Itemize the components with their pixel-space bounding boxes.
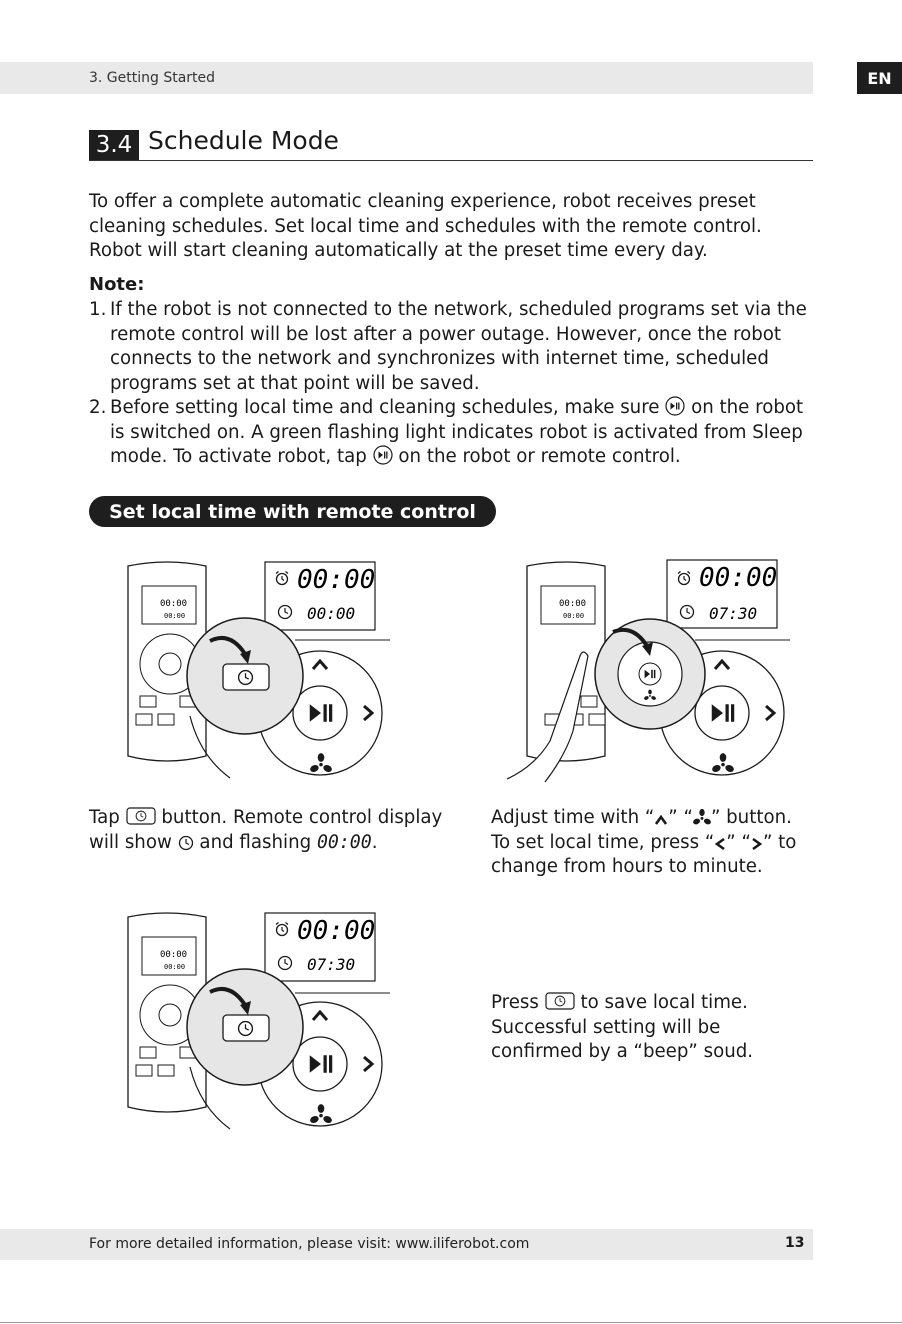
left-chevron-icon <box>714 837 726 851</box>
language-badge: EN <box>857 62 902 94</box>
flashing-digits: 00:00 <box>316 831 372 853</box>
display-time-bottom: 07:30 <box>307 955 356 974</box>
mini-display-top: 00:00 <box>160 599 188 609</box>
note-text: If the robot is not connected to the network, scheduled programs set via the remote control will be lost after a power outage. However, once the robot connects to the network and synchronizes with internet time, scheduled programs set at that point will be saved. <box>110 299 807 394</box>
note-text: on the robot is switched on. A green flashing light indicates robot is activated from Sleep mode. To activate robot, tap <box>110 397 804 467</box>
note-item <box>89 298 811 396</box>
intro-paragraph: To offer a complete automatic cleaning experience, robot receives preset cleaning schedules. Set local time and schedules with the remote control. Robot will start cleaning automatically at the preset time every day. <box>89 191 762 261</box>
play-pause-circle-icon <box>373 445 393 465</box>
section-divider <box>89 160 813 161</box>
clock-button-icon <box>545 991 575 1011</box>
step3-caption: Press to save local time. Successful setting will be confirmed by a “beep” soud. <box>491 992 754 1062</box>
step1-caption: Tap button. Remote control display will show and flashing 00:00. <box>89 807 443 853</box>
remote-illustration-step2 <box>505 556 800 786</box>
note-text: on the robot or remote control. <box>398 446 681 467</box>
remote-illustration-step1 <box>120 556 400 786</box>
subsection-title: Set local time with remote control <box>89 496 496 527</box>
bottom-divider <box>0 1322 902 1323</box>
note-heading: Note: <box>89 274 145 295</box>
note-text: Before setting local time and cleaning schedules, make sure <box>110 397 660 418</box>
note-number: 1. <box>89 299 107 320</box>
mini-display-top: 00:00 <box>559 599 587 609</box>
fan-icon <box>693 808 711 826</box>
up-chevron-icon <box>654 814 668 826</box>
display-time-top: 00:00 <box>297 916 376 946</box>
footer-text: For more detailed information, please visit: www.iliferobot.com <box>89 1236 530 1252</box>
display-time-bottom: 00:00 <box>307 604 356 623</box>
page-number: 13 <box>785 1235 805 1251</box>
breadcrumb: 3. Getting Started <box>89 70 216 86</box>
right-chevron-icon <box>751 837 763 851</box>
display-time-top: 00:00 <box>297 565 376 595</box>
clock-button-icon <box>126 806 156 826</box>
step2-caption: Adjust time with “ ” “ ” button. To set local time, press “ ” “ ” to change from hours to minute. <box>491 807 797 877</box>
note-list <box>89 298 811 470</box>
mini-display-bottom: 00:00 <box>164 963 186 971</box>
note-item <box>89 396 811 470</box>
remote-illustration-step3 <box>120 907 400 1137</box>
section-title: Schedule Mode <box>148 126 339 155</box>
note-number: 2. <box>89 397 107 418</box>
mini-display-bottom: 00:00 <box>164 612 186 620</box>
display-time-top: 00:00 <box>699 563 778 593</box>
mini-display-bottom: 00:00 <box>563 612 585 620</box>
play-pause-circle-icon <box>665 396 685 416</box>
section-number: 3.4 <box>89 130 139 160</box>
clock-icon <box>178 835 194 851</box>
mini-display-top: 00:00 <box>160 950 188 960</box>
display-time-bottom: 07:30 <box>709 604 758 623</box>
